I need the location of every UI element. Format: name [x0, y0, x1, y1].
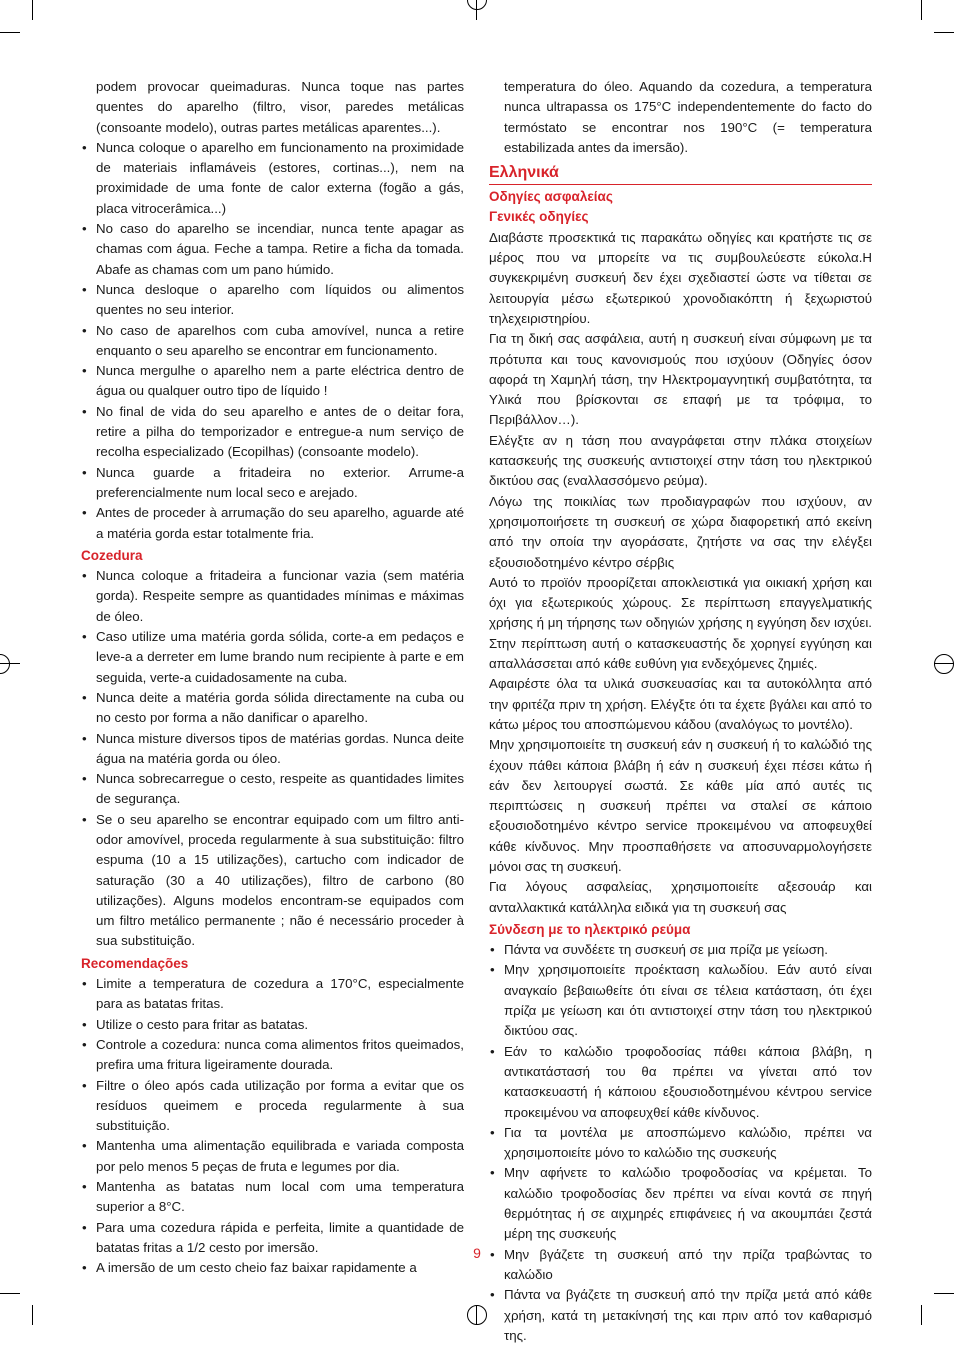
- page-number: 9: [473, 1245, 481, 1261]
- list-item: • Controle a cozedura: nunca coma alimentos fritos queimados, prefira uma fritura ligeiramente dourada.: [81, 1035, 464, 1076]
- list-item: • Nunca coloque a fritadeira a funcionar vazia (sem matéria gorda). Respeite sempre as quantidades mínimas e máximas de óleo.: [81, 566, 464, 627]
- registration-mark: [476, 1305, 477, 1325]
- list-item: • Nunca misture diversos tipos de matérias gordas. Nunca deite água na matéria gorda ou óleo.: [81, 729, 464, 770]
- power-bullet-list: [489, 940, 872, 1346]
- left-column: [81, 77, 464, 1279]
- crop-mark: [921, 1305, 922, 1325]
- general-heading: Γενικές οδηγίες: [489, 209, 589, 225]
- list-item: • No caso do aparelho se incendiar, nunca tente apagar as chamas com água. Feche a tampa. Retire a ficha da tomada. Abafe as chamas com um pano húmido.: [81, 219, 464, 280]
- general-paragraph: Για τη δική σας ασφάλεια, αυτή η συσκευή είναι σύμφωνη με τα πρότυπα και τους κανονισμούς που ισχύουν (Οδηγίες όσον αφορά τη Χαμηλή τάση, την Ηλεκτρομαγνητική συμβατότητα, τα Υλικά που βρίσκονται σε επαφή με τα τρόφιμα, το Περιβάλλον…).: [489, 331, 872, 428]
- intro-paragraph: podem provocar queimaduras. Nunca toque nas partes quentes do aparelho (filtro, visor, paredes metálicas (consoante modelo), outras partes metálicas aparentes...).: [96, 79, 464, 135]
- list-item: • Para uma cozedura rápida e perfeita, limite a quantidade de batatas fritas a 1/2 cesto por imersão.: [81, 1218, 464, 1259]
- list-item: • Μην αφήνετε το καλώδιο τροφοδοσίας να κρέμεται. Το καλώδιο τροφοδοσίας δεν πρέπει να είναι κοντά σε πηγή θερμότητας ή σε αιχμηρές επιφάνειες ή να ακουμπάει ζεστά μέρη της συσκευής: [489, 1163, 872, 1244]
- general-paragraph: Αφαιρέστε όλα τα υλικά συσκευασίας και τα αυτοκόλλητα από την φριτέζα πριν τη χρήση. Ελέγξτε ότι τα έχετε βγάλει και από το κάτω μέρος του αποσπώμενου κάδου (αναλόγως το μοντέλο).: [489, 676, 872, 732]
- list-item: • Mantenha uma alimentação equilibrada e variada composta por pelo menos 5 peças de fruta e legumes por dia.: [81, 1136, 464, 1177]
- registration-mark: [934, 663, 954, 664]
- crop-mark: [934, 1293, 954, 1294]
- registration-mark: [467, 1305, 487, 1325]
- list-item: • A imersão de um cesto cheio faz baixar rapidamente a: [81, 1258, 464, 1278]
- registration-mark: [0, 663, 20, 664]
- crop-mark: [32, 1305, 33, 1325]
- safety-heading: Οδηγίες ασφαλείας: [489, 189, 613, 205]
- registration-mark: [934, 654, 954, 674]
- list-item: • Nunca coloque o aparelho em funcionamento na proximidade de materiais inflamáveis (estores, cortinas...), nem na proximidade de uma fonte de calor externa (fogão a gás, placa vitrocerâmica...): [81, 138, 464, 219]
- cozedura-heading: Cozedura: [81, 547, 143, 563]
- crop-mark: [0, 32, 20, 33]
- continuation-paragraph: temperatura do óleo. Aquando da cozedura, a temperatura nunca ultrapassa os 175°C independentemente do facto do termóstato se encontrar nos 190°C (= temperatura estabilizada antes da imersão).: [504, 79, 872, 155]
- registration-mark: [476, 0, 477, 20]
- list-item: • Se o seu aparelho se encontrar equipado com um filtro anti-odor amovível, proceda regularmente à sua substituição: filtro espuma (10 a 15 utilizações), cartucho com indicador de saturação (30 a 40 utilizações), filtro de carbono (80 utilizações). Alguns modelos encontram-se equipados com um filtro metálico permanente ; não é necessário proceder à sua substituição.: [81, 810, 464, 952]
- list-item: • Πάντα να συνδέετε τη συσκευή σε μια πρίζα με γείωση.: [489, 940, 872, 960]
- list-item: • Μην βγάζετε τη συσκευή από την πρίζα τραβώντας το καλώδιο: [489, 1245, 872, 1286]
- list-item: • Μην χρησιμοποιείτε προέκταση καλωδίου. Εάν αυτό είναι αναγκαίο βεβαιωθείτε ότι είναι σε τέλεια κατάσταση, ότι έχει πρίζα με γείωση και ότι αντιστοιχεί στην τάση του ηλεκτρικού δικτύου σας.: [489, 960, 872, 1041]
- list-item: • Για τα μοντέλα με αποσπώμενο καλώδιο, πρέπει να χρησιμοποιείτε μόνο το καλώδιο της συσκευής: [489, 1123, 872, 1164]
- general-paragraph: Μην χρησιμοποιείτε τη συσκευή εάν η συσκευή ή το καλώδιό της έχουν πάθει κάποια βλάβη ή εάν η συσκευή έχει πέσει κάτω ή εάν δεν λειτουργεί σωστά. Σε κάθε μία από αυτές τις περιπτώσεις η συσκευή πρέπει να σταλεί σε κάποιο εξουσιοδοτημένο κέντρο service προκειμένου να αποφευχθεί κάθε κίνδυνος. Μην προσπαθήσετε να αποσυναρμολογήσετε μόνοι σας τη συσκευή.: [489, 737, 872, 874]
- list-item: • Utilize o cesto para fritar as batatas.: [81, 1015, 464, 1035]
- recomendacoes-bullet-list: [81, 974, 464, 1278]
- list-item: • Nunca deite a matéria gorda sólida directamente na cuba ou no cesto por forma a não danificar o aparelho.: [81, 688, 464, 729]
- list-item: • Nunca sobrecarregue o cesto, respeite as quantidades limites de segurança.: [81, 769, 464, 810]
- general-paragraph: Διαβάστε προσεκτικά τις παρακάτω οδηγίες και κρατήστε τις σε μέρος που να μπορείτε να τις συμβουλεύεστε εύκολα.Η συγκεκριμένη συσκευή δεν έχει σχεδιαστεί ώστε να τίθεται σε λειτουργία μέσω εξωτερικού χρονοδιακόπτη ή ξεχωριστού τηλεχειριστηρίου.: [489, 229, 872, 326]
- crop-mark: [921, 0, 922, 20]
- crop-mark: [0, 1293, 20, 1294]
- list-item: • No caso de aparelhos com cuba amovível, nunca a retire enquanto o seu aparelho se encontrar em funcionamento.: [81, 321, 464, 362]
- power-heading: Σύνδεση με το ηλεκτρικό ρεύμα: [489, 921, 691, 937]
- list-item: • No final de vida do seu aparelho e antes de o deitar fora, retire a pilha do temporizador e entregue-a num serviço de recolha especializado (Ecopilhas) (consoante modelo).: [81, 402, 464, 463]
- crop-mark: [934, 32, 954, 33]
- list-item: • Nunca guarde a fritadeira no exterior. Arrume-a preferencialmente num local seco e arejado.: [81, 463, 464, 504]
- registration-mark: [0, 654, 10, 674]
- list-item: • Πάντα να βγάζετε τη συσκευή από την πρίζα μετά από κάθε χρήση, κατά τη μετακίνησή της και πριν από τον καθαρισμό της.: [489, 1285, 872, 1346]
- list-item: • Filtre o óleo após cada utilização por forma a evitar que os resíduos queimem e proceda regularmente à sua substituição.: [81, 1076, 464, 1137]
- general-paragraph: Ελέγξτε αν η τάση που αναγράφεται στην πλάκα στοιχείων κατασκευής της συσκευής αντιστοιχεί στην τάση του ηλεκτρικού δικτύου σας (εναλλασσόμενο ρεύμα).: [489, 432, 872, 489]
- general-paragraph: Για λόγους ασφαλείας, χρησιμοποιείτε αξεσουάρ και ανταλλακτικά κατάλληλα ειδικά για τη συσκευή σας: [489, 879, 872, 915]
- right-column: [489, 77, 872, 1346]
- list-item: • Mantenha as batatas num local com uma temperatura superior a 8°C.: [81, 1177, 464, 1218]
- list-item: • Antes de proceder à arrumação do seu aparelho, aguarde até a matéria gorda estar totalmente fria.: [81, 503, 464, 544]
- safety-bullet-list: [81, 138, 464, 544]
- general-paragraph: Αυτό το προϊόν προορίζεται αποκλειστικά για οικιακή χρήση και όχι για εξωτερικούς χώρους. Σε περίπτωση επαγγελματικής χρήσης ή μη τήρησης των οδηγιών χρήσης η εγγύηση δεν ισχύει. Στην περίπτωση αυτή ο κατασκευαστής δε χορηγεί εγγύηση και απαλλάσσεται από κάθε ευθύνη για ενδεχόμενες ζημιές.: [489, 574, 872, 672]
- list-item: • Caso utilize uma matéria gorda sólida, corte-a em pedaços e leve-a a derreter em lume brando num recipiente à parte e em seguida, verte-a cuidadosamente na cuba.: [81, 627, 464, 688]
- recomendacoes-heading: Recomendações: [81, 955, 189, 971]
- list-item: • Nunca desloque o aparelho com líquidos ou alimentos quentes no seu interior.: [81, 280, 464, 321]
- list-item: • Εάν το καλώδιο τροφοδοσίας πάθει κάποια βλάβη, η αντικατάστασή του θα πρέπει να γίνεται από τον κατασκευαστή ή κάποιου εξουσιοδοτημένου κέντρου service προκειμένου να αποφευχθεί κάθε κίνδυνος.: [489, 1042, 872, 1123]
- list-item: • Limite a temperatura de cozedura a 170°C, especialmente para as batatas fritas.: [81, 974, 464, 1015]
- list-item: • Nunca mergulhe o aparelho nem a parte eléctrica dentro de água ou qualquer outro tipo de líquido !: [81, 361, 464, 402]
- general-paragraph: Λόγω της ποικιλίας των προδιαγραφών που ισχύουν, αν χρησιμοποιήσετε τη συσκευή σε χώρα διαφορετική από εκείνη από την οποία την αγοράσατε, ζητήστε να σας την ελέγξει εξουσιοδοτημένο κέντρο σέρβις: [489, 493, 872, 570]
- language-heading: Ελληνικά: [489, 163, 872, 185]
- cozedura-bullet-list: [81, 566, 464, 952]
- registration-mark: [467, 0, 487, 10]
- crop-mark: [32, 0, 33, 20]
